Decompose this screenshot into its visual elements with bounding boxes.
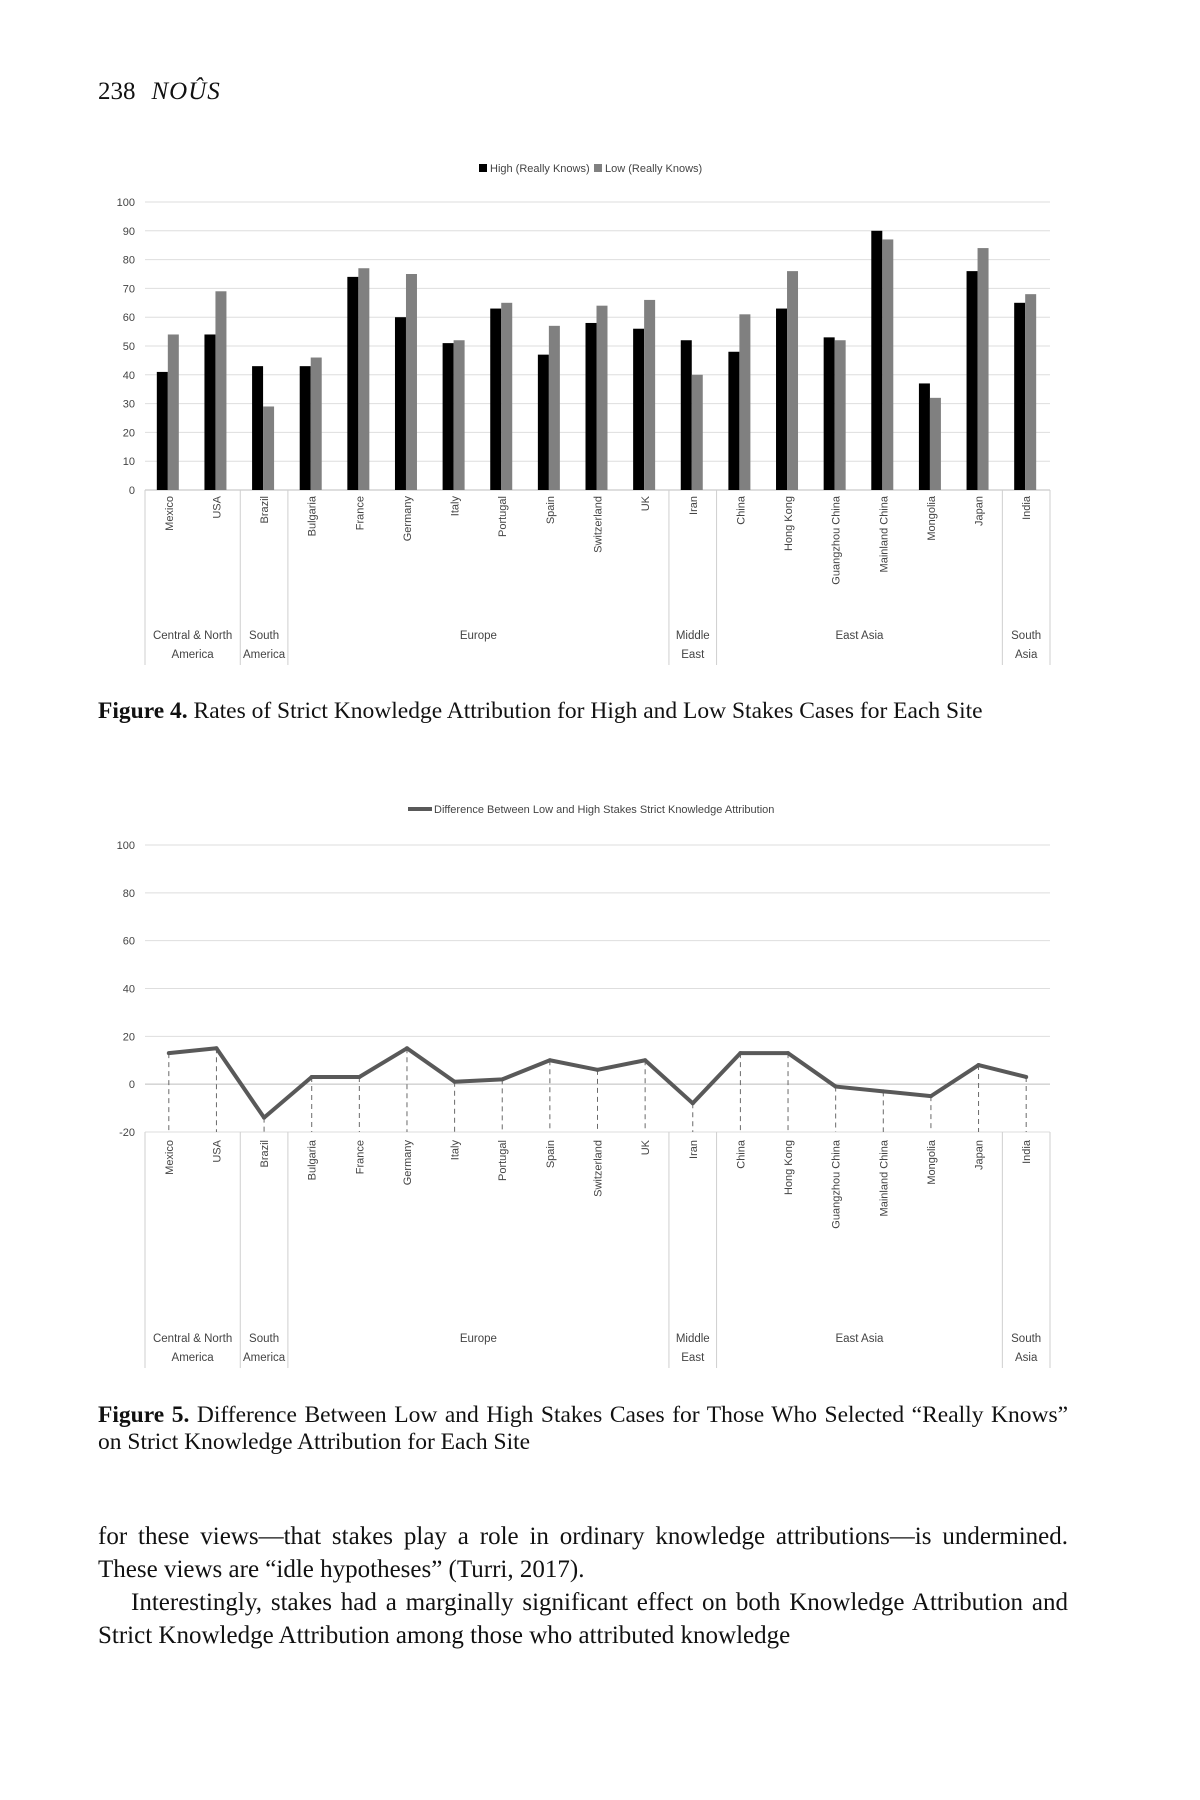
- x-category-label-8: Spain: [544, 1140, 557, 1169]
- group-label-1: South: [249, 1333, 280, 1345]
- line-point-14: [834, 1085, 838, 1089]
- y-tick-label-10: 100: [116, 197, 135, 209]
- body-text: [98, 1520, 1068, 1652]
- bar-low-17: [978, 248, 989, 490]
- line-point-1: [214, 1046, 218, 1050]
- group-label-0: Central & North: [152, 630, 233, 642]
- body-paragraph-2: Interestingly, stakes had a marginally significant effect on both Knowledge Attribution and Strict Knowledge Attribution among those who attributed knowledge: [98, 1589, 1068, 1649]
- y-tick-label-4: 40: [122, 369, 135, 382]
- line-point-6: [453, 1080, 457, 1084]
- group-label-5: Asia: [1014, 1352, 1038, 1364]
- page-number: 238: [98, 78, 136, 105]
- line-point-17: [977, 1063, 981, 1067]
- bar-high-9: [586, 323, 597, 490]
- x-category-label-8: Spain: [544, 496, 557, 525]
- bar-low-5: [406, 274, 417, 490]
- x-category-label-4: France: [354, 1140, 367, 1175]
- bar-high-4: [347, 277, 358, 490]
- bar-high-15: [871, 231, 882, 490]
- figure-4-label: Figure 4.: [98, 698, 188, 724]
- x-category-label-15: Mainland China: [878, 496, 891, 573]
- line-point-3: [310, 1075, 314, 1079]
- bar-low-11: [692, 375, 703, 490]
- legend-label-0: High (Really Knows): [490, 163, 590, 175]
- bar-low-10: [644, 300, 655, 490]
- x-category-label-13: Hong Kong: [783, 1140, 796, 1196]
- group-label-1: America: [242, 649, 286, 661]
- x-category-label-16: Mongolia: [925, 496, 938, 541]
- x-category-label-9: Switzerland: [592, 1140, 605, 1197]
- y-tick-label-2: 20: [122, 1031, 135, 1044]
- x-category-label-10: UK: [640, 1140, 653, 1156]
- x-category-label-9: Switzerland: [592, 496, 605, 553]
- x-category-label-13: Hong Kong: [783, 496, 796, 552]
- x-category-label-6: Italy: [449, 496, 462, 517]
- y-tick-label-1: 0: [128, 1079, 135, 1092]
- group-label-0: America: [171, 1352, 214, 1364]
- line-point-12: [738, 1051, 742, 1055]
- y-tick-label-6: 60: [122, 312, 135, 325]
- bar-high-18: [1014, 303, 1025, 490]
- x-category-label-18: India: [1021, 1140, 1034, 1164]
- line-point-16: [929, 1094, 933, 1098]
- bar-low-3: [311, 358, 322, 490]
- bar-low-18: [1025, 294, 1036, 490]
- x-category-label-3: Bulgaria: [306, 496, 319, 537]
- bar-low-16: [930, 398, 941, 490]
- group-label-0: America: [171, 649, 214, 661]
- y-tick-label-5: 80: [122, 887, 135, 900]
- legend-swatch-0: [479, 164, 487, 172]
- x-category-label-2: Brazil: [259, 496, 272, 524]
- bar-high-7: [490, 309, 501, 490]
- x-category-label-6: Italy: [449, 1140, 462, 1161]
- x-category-label-1: USA: [211, 496, 224, 519]
- line-point-2: [262, 1116, 266, 1120]
- bar-high-2: [252, 366, 263, 490]
- line-point-18: [1024, 1075, 1028, 1079]
- y-tick-label-3: 30: [122, 398, 135, 411]
- x-category-label-2: Brazil: [259, 1140, 272, 1168]
- y-tick-label-8: 80: [122, 254, 135, 267]
- group-label-5: Asia: [1014, 649, 1038, 661]
- bar-high-5: [395, 317, 406, 490]
- figure-4-bar-chart: [0, 150, 1200, 670]
- x-category-label-11: Iran: [687, 496, 700, 515]
- x-category-label-1: USA: [211, 1140, 224, 1163]
- group-label-4: East Asia: [835, 630, 884, 642]
- bar-low-15: [882, 239, 893, 490]
- x-category-label-4: France: [354, 496, 367, 531]
- x-category-label-17: Japan: [973, 1140, 986, 1170]
- bar-high-14: [824, 337, 835, 490]
- x-category-label-10: UK: [640, 496, 653, 512]
- x-category-label-5: Germany: [401, 496, 414, 542]
- line-point-9: [596, 1068, 600, 1072]
- group-label-3: East: [681, 649, 705, 661]
- line-point-11: [691, 1101, 695, 1105]
- bar-high-0: [157, 372, 168, 490]
- group-label-1: South: [249, 630, 280, 642]
- group-label-3: East: [681, 1352, 705, 1364]
- bar-high-12: [728, 352, 739, 490]
- bar-low-7: [501, 303, 512, 490]
- figure-4-caption: [98, 698, 1068, 725]
- x-category-label-3: Bulgaria: [306, 1140, 319, 1181]
- legend-swatch-1: [594, 164, 602, 172]
- figure-5-label: Figure 5.: [98, 1402, 190, 1428]
- y-tick-label-5: 50: [122, 341, 135, 353]
- y-tick-label-2: 20: [122, 427, 135, 440]
- x-category-label-5: Germany: [401, 1140, 414, 1186]
- group-label-5: South: [1011, 630, 1042, 642]
- y-tick-label-3: 40: [122, 983, 135, 996]
- bar-high-11: [681, 340, 692, 490]
- group-label-0: Central & North: [152, 1333, 233, 1345]
- x-category-label-0: Mexico: [163, 496, 176, 531]
- y-tick-label-9: 90: [122, 225, 135, 238]
- line-point-10: [643, 1058, 647, 1062]
- x-category-label-12: China: [735, 1140, 748, 1169]
- x-category-label-11: Iran: [687, 1140, 700, 1159]
- group-label-2: Europe: [459, 1333, 497, 1345]
- group-label-3: Middle: [675, 630, 710, 642]
- x-category-label-15: Mainland China: [878, 1140, 891, 1217]
- group-label-5: South: [1011, 1333, 1042, 1345]
- figure-4-caption-text: Rates of Strict Knowledge Attribution for High and Low Stakes Cases for Each Site: [193, 698, 983, 724]
- line-point-8: [548, 1058, 552, 1062]
- bar-high-8: [538, 355, 549, 490]
- bar-high-13: [776, 309, 787, 490]
- x-category-label-16: Mongolia: [925, 1140, 938, 1185]
- journal-name: NOÛS: [151, 78, 221, 105]
- figure-5-caption: [98, 1402, 1068, 1456]
- bar-low-2: [263, 406, 274, 490]
- y-tick-label-6: 100: [116, 840, 135, 852]
- x-category-label-18: India: [1021, 496, 1034, 520]
- y-tick-label-4: 60: [122, 935, 135, 948]
- bar-low-4: [358, 268, 369, 490]
- line-point-7: [500, 1077, 504, 1081]
- group-label-1: America: [242, 1352, 286, 1364]
- y-tick-label-1: 10: [122, 456, 135, 469]
- bar-high-3: [300, 366, 311, 490]
- bar-low-8: [549, 326, 560, 490]
- y-tick-label-7: 70: [122, 283, 135, 296]
- bar-high-6: [443, 343, 454, 490]
- line-point-15: [881, 1089, 885, 1093]
- figure-5-caption-text: Difference Between Low and High Stakes Cases for Those Who Selected “Really Knows” on Strict Knowledge Attribution for Each Site: [98, 1402, 1069, 1455]
- page-header: [98, 78, 221, 106]
- legend-label-0: Difference Between Low and High Stakes Strict Knowledge Attribution: [434, 804, 775, 816]
- line-point-0: [167, 1051, 171, 1055]
- line-point-4: [357, 1075, 361, 1079]
- x-category-label-14: Guangzhou China: [830, 496, 843, 585]
- bar-low-9: [597, 306, 608, 490]
- x-category-label-0: Mexico: [163, 1140, 176, 1175]
- x-category-label-17: Japan: [973, 496, 986, 526]
- bar-high-10: [633, 329, 644, 490]
- bar-low-1: [215, 291, 226, 490]
- group-label-3: Middle: [675, 1333, 710, 1345]
- x-category-label-7: Portugal: [497, 495, 510, 537]
- x-category-label-7: Portugal: [497, 1140, 510, 1181]
- legend-label-1: Low (Really Knows): [605, 163, 703, 175]
- line-point-5: [405, 1046, 409, 1050]
- figure-5-line-chart: [0, 795, 1200, 1375]
- x-category-label-14: Guangzhou China: [830, 1140, 843, 1229]
- bar-low-13: [787, 271, 798, 490]
- bar-high-16: [919, 383, 930, 490]
- bar-low-12: [739, 314, 750, 490]
- bar-low-14: [835, 340, 846, 490]
- y-tick-label-0: 0: [128, 485, 135, 497]
- group-label-4: East Asia: [835, 1333, 884, 1345]
- bar-low-6: [454, 340, 465, 490]
- y-tick-label-0: -20: [119, 1127, 135, 1139]
- group-label-2: Europe: [459, 630, 497, 642]
- bar-high-17: [967, 271, 978, 490]
- line-point-13: [786, 1051, 790, 1055]
- x-category-label-12: China: [735, 496, 748, 525]
- bar-low-0: [168, 334, 179, 490]
- body-paragraph-1: for these views—that stakes play a role in ordinary knowledge attributions—is undermined. These views are “idle hypotheses” (Turri, 2017).: [98, 1523, 1068, 1583]
- bar-high-1: [204, 334, 215, 490]
